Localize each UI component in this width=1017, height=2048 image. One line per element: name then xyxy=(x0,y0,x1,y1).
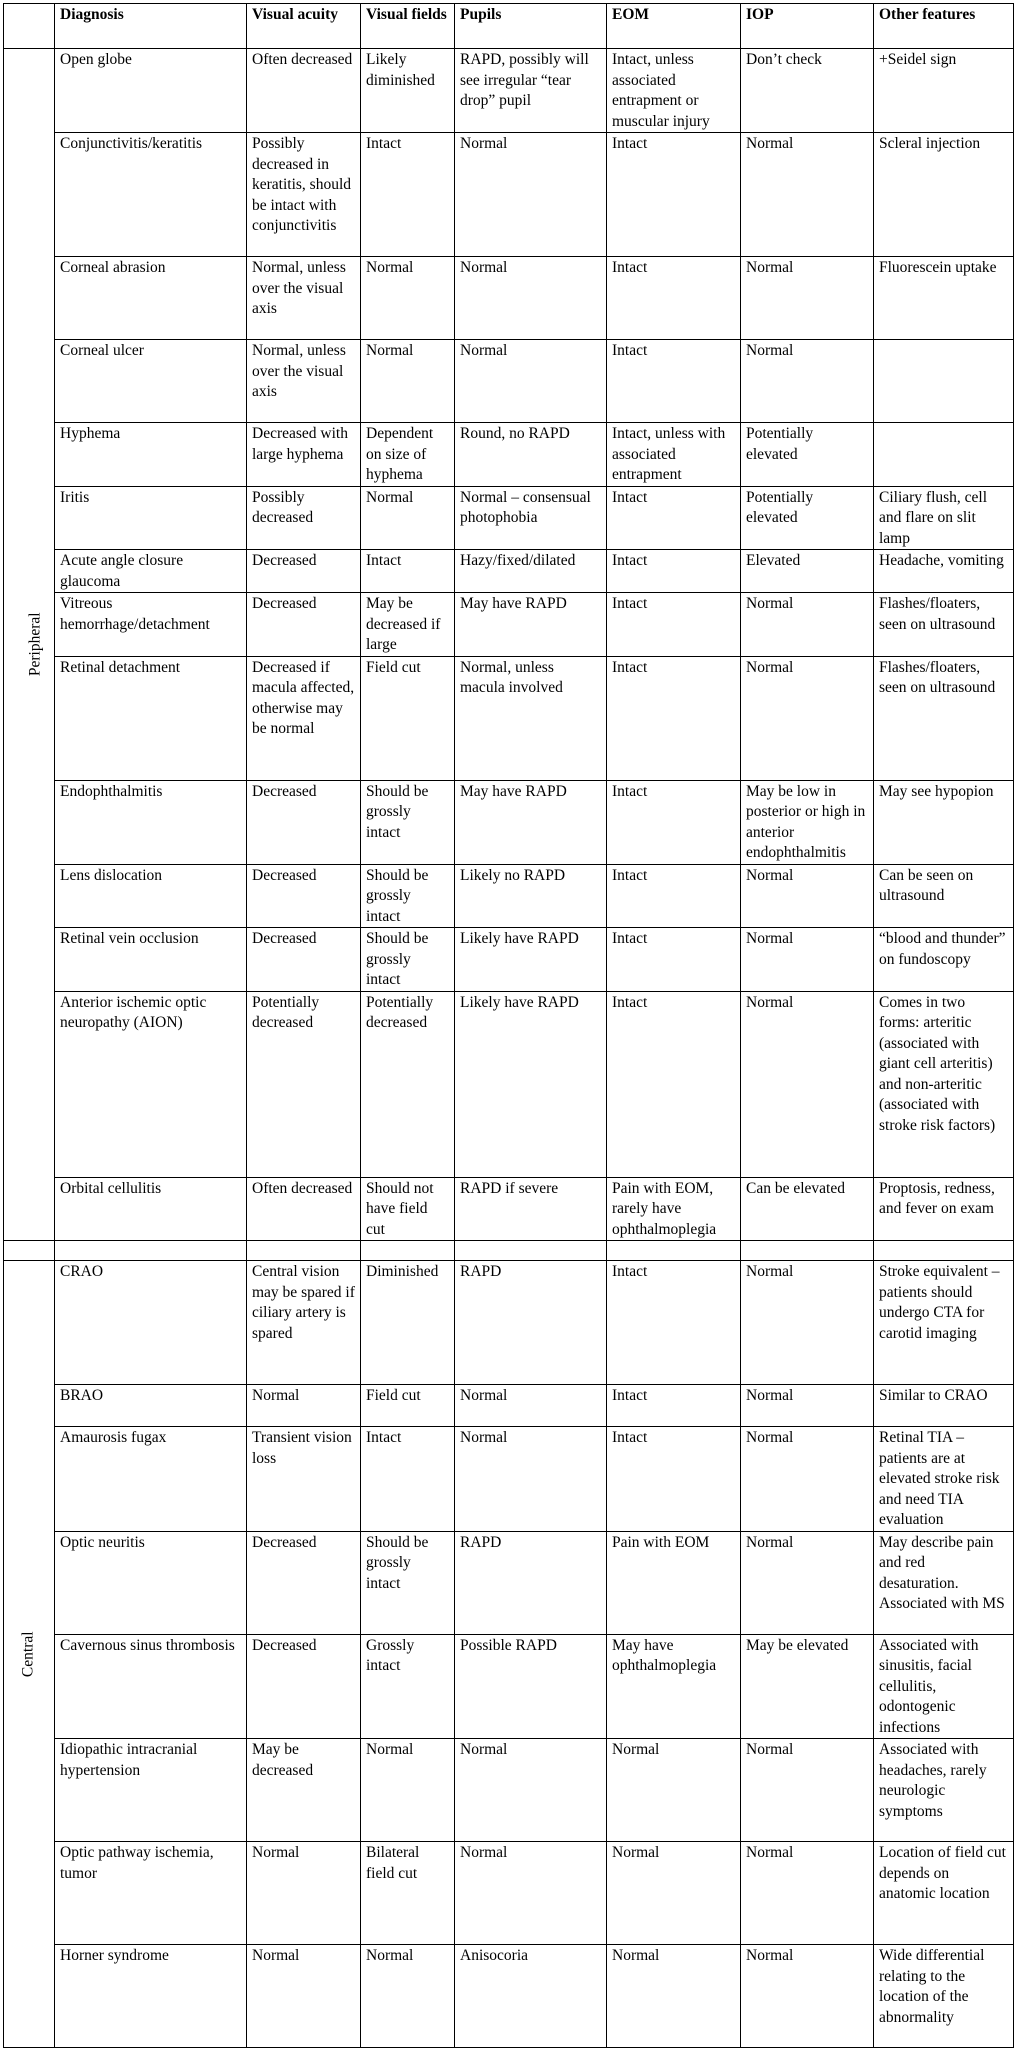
cell-eom: Pain with EOM, rarely have ophthalmoplegia xyxy=(607,1177,741,1241)
cell-pupils: Possible RAPD xyxy=(455,1634,607,1739)
cell-other-features: Associated with sinusitis, facial cellulitis, odontogenic infections xyxy=(874,1634,1014,1739)
cell-diagnosis: Amaurosis fugax xyxy=(55,1427,247,1532)
cell-pupils: Likely have RAPD xyxy=(455,928,607,992)
table-row xyxy=(4,550,1014,593)
cell-diagnosis: Optic neuritis xyxy=(55,1531,247,1634)
cell-iop: May be elevated xyxy=(741,1634,874,1739)
cell-other-features: Stroke equivalent – patients should undergo CTA for carotid imaging xyxy=(874,1261,1014,1385)
cell-iop: Normal xyxy=(741,1385,874,1427)
spacer-cell xyxy=(4,1241,55,1261)
cell-visual-fields: Intact xyxy=(361,1427,455,1532)
table-row xyxy=(4,656,1014,780)
cell-visual-fields: Should be grossly intact xyxy=(361,1531,455,1634)
cell-other-features xyxy=(874,423,1014,487)
cell-visual-acuity: May be decreased xyxy=(247,1739,361,1842)
cell-iop: Normal xyxy=(741,257,874,340)
cell-pupils: Normal xyxy=(455,1739,607,1842)
cell-iop: Normal xyxy=(741,593,874,657)
cell-visual-acuity: Normal xyxy=(247,1385,361,1427)
cell-other-features: Similar to CRAO xyxy=(874,1385,1014,1427)
table-row xyxy=(4,340,1014,423)
cell-iop: Elevated xyxy=(741,550,874,593)
cell-iop: Don’t check xyxy=(741,49,874,133)
cell-iop: Normal xyxy=(741,656,874,780)
cell-other-features: Retinal TIA – patients are at elevated stroke risk and need TIA evaluation xyxy=(874,1427,1014,1532)
cell-eom: May have ophthalmoplegia xyxy=(607,1634,741,1739)
cell-other-features: Flashes/floaters, seen on ultrasound xyxy=(874,593,1014,657)
cell-visual-fields: Normal xyxy=(361,486,455,550)
cell-pupils: May have RAPD xyxy=(455,593,607,657)
spacer-cell xyxy=(607,1241,741,1261)
cell-diagnosis: BRAO xyxy=(55,1385,247,1427)
cell-visual-fields: Likely diminished xyxy=(361,49,455,133)
group-spacer-row xyxy=(4,1241,1014,1261)
cell-visual-fields: May be decreased if large xyxy=(361,593,455,657)
cell-iop: Potentially elevated xyxy=(741,423,874,487)
spacer-cell xyxy=(455,1241,607,1261)
header-visual-fields: Visual fields xyxy=(361,4,455,49)
cell-pupils: Normal xyxy=(455,133,607,257)
table-row xyxy=(4,1261,1014,1385)
cell-diagnosis: Corneal ulcer xyxy=(55,340,247,423)
cell-other-features: Can be seen on ultrasound xyxy=(874,864,1014,928)
cell-pupils: RAPD xyxy=(455,1531,607,1634)
cell-visual-acuity: Transient vision loss xyxy=(247,1427,361,1532)
cell-diagnosis: Retinal detachment xyxy=(55,656,247,780)
cell-other-features: Headache, vomiting xyxy=(874,550,1014,593)
category-cell xyxy=(4,1261,55,2048)
cell-pupils: Normal – consensual photophobia xyxy=(455,486,607,550)
cell-visual-acuity: Possibly decreased xyxy=(247,486,361,550)
table-row xyxy=(4,1634,1014,1739)
ocular-differential-table xyxy=(3,3,1014,2048)
cell-iop: Normal xyxy=(741,133,874,257)
category-cell xyxy=(4,49,55,1241)
cell-diagnosis: CRAO xyxy=(55,1261,247,1385)
cell-pupils: Normal, unless macula involved xyxy=(455,656,607,780)
table-row xyxy=(4,49,1014,133)
cell-other-features: Wide differential relating to the location of the abnormality xyxy=(874,1945,1014,2048)
cell-diagnosis: Lens dislocation xyxy=(55,864,247,928)
cell-eom: Intact, unless associated entrapment or muscular injury xyxy=(607,49,741,133)
cell-eom: Intact xyxy=(607,991,741,1177)
cell-iop: Normal xyxy=(741,1531,874,1634)
cell-iop: Normal xyxy=(741,1945,874,2048)
cell-visual-fields: Diminished xyxy=(361,1261,455,1385)
cell-eom: Intact xyxy=(607,593,741,657)
table-row xyxy=(4,486,1014,550)
table-row xyxy=(4,991,1014,1177)
cell-pupils: Anisocoria xyxy=(455,1945,607,2048)
cell-pupils: Normal xyxy=(455,340,607,423)
cell-eom: Intact xyxy=(607,257,741,340)
cell-iop: Normal xyxy=(741,864,874,928)
cell-visual-acuity: Decreased xyxy=(247,928,361,992)
cell-eom: Intact xyxy=(607,864,741,928)
table-row xyxy=(4,1842,1014,1945)
cell-eom: Intact xyxy=(607,1385,741,1427)
cell-other-features: +Seidel sign xyxy=(874,49,1014,133)
cell-other-features: May describe pain and red desaturation. Associated with MS xyxy=(874,1531,1014,1634)
cell-other-features xyxy=(874,340,1014,423)
cell-other-features: Flashes/floaters, seen on ultrasound xyxy=(874,656,1014,780)
header-other-features: Other features xyxy=(874,4,1014,49)
cell-pupils: Likely have RAPD xyxy=(455,991,607,1177)
cell-iop: Normal xyxy=(741,1739,874,1842)
cell-visual-acuity: Decreased with large hyphema xyxy=(247,423,361,487)
cell-visual-acuity: Potentially decreased xyxy=(247,991,361,1177)
cell-diagnosis: Hyphema xyxy=(55,423,247,487)
cell-visual-acuity: Normal, unless over the visual axis xyxy=(247,340,361,423)
cell-visual-fields: Bilateral field cut xyxy=(361,1842,455,1945)
cell-pupils: RAPD if severe xyxy=(455,1177,607,1241)
cell-eom: Normal xyxy=(607,1739,741,1842)
cell-diagnosis: Anterior ischemic optic neuropathy (AION) xyxy=(55,991,247,1177)
cell-diagnosis: Acute angle closure glaucoma xyxy=(55,550,247,593)
header-iop: IOP xyxy=(741,4,874,49)
cell-iop: Potentially elevated xyxy=(741,486,874,550)
cell-other-features: Fluorescein uptake xyxy=(874,257,1014,340)
cell-other-features: Comes in two forms: arteritic (associated with giant cell arteritis) and non-arteritic (associated with stroke risk factors) xyxy=(874,991,1014,1177)
cell-iop: Can be elevated xyxy=(741,1177,874,1241)
cell-visual-acuity: Decreased if macula affected, otherwise may be normal xyxy=(247,656,361,780)
cell-diagnosis: Open globe xyxy=(55,49,247,133)
table-row xyxy=(4,1427,1014,1532)
spacer-cell xyxy=(741,1241,874,1261)
table-row xyxy=(4,928,1014,992)
cell-other-features: Scleral injection xyxy=(874,133,1014,257)
cell-pupils: Normal xyxy=(455,1427,607,1532)
cell-pupils: Normal xyxy=(455,1842,607,1945)
table-row xyxy=(4,780,1014,864)
header-category-cell xyxy=(4,4,55,49)
cell-visual-acuity: Decreased xyxy=(247,550,361,593)
cell-diagnosis: Iritis xyxy=(55,486,247,550)
cell-eom: Pain with EOM xyxy=(607,1531,741,1634)
cell-iop: Normal xyxy=(741,1842,874,1945)
cell-visual-acuity: Normal xyxy=(247,1842,361,1945)
cell-diagnosis: Endophthalmitis xyxy=(55,780,247,864)
cell-eom: Intact xyxy=(607,1261,741,1385)
cell-pupils: Likely no RAPD xyxy=(455,864,607,928)
cell-eom: Normal xyxy=(607,1945,741,2048)
cell-visual-fields: Grossly intact xyxy=(361,1634,455,1739)
header-row xyxy=(4,4,1014,49)
cell-iop: Normal xyxy=(741,1427,874,1532)
cell-diagnosis: Retinal vein occlusion xyxy=(55,928,247,992)
cell-visual-fields: Should be grossly intact xyxy=(361,780,455,864)
spacer-cell xyxy=(361,1241,455,1261)
table-row xyxy=(4,864,1014,928)
cell-eom: Intact, unless with associated entrapment xyxy=(607,423,741,487)
cell-other-features: Location of field cut depends on anatomic location xyxy=(874,1842,1014,1945)
table-row xyxy=(4,1945,1014,2048)
cell-eom: Normal xyxy=(607,1842,741,1945)
table-row xyxy=(4,1385,1014,1427)
header-diagnosis: Diagnosis xyxy=(55,4,247,49)
cell-other-features: “blood and thunder” on fundoscopy xyxy=(874,928,1014,992)
cell-eom: Intact xyxy=(607,486,741,550)
table-row xyxy=(4,593,1014,657)
cell-visual-acuity: Normal xyxy=(247,1945,361,2048)
cell-pupils: May have RAPD xyxy=(455,780,607,864)
cell-visual-fields: Intact xyxy=(361,550,455,593)
header-visual-acuity: Visual acuity xyxy=(247,4,361,49)
cell-visual-acuity: Decreased xyxy=(247,1531,361,1634)
cell-visual-fields: Should be grossly intact xyxy=(361,928,455,992)
cell-visual-acuity: Normal, unless over the visual axis xyxy=(247,257,361,340)
cell-iop: Normal xyxy=(741,991,874,1177)
header-pupils: Pupils xyxy=(455,4,607,49)
table-row xyxy=(4,1177,1014,1241)
cell-diagnosis: Corneal abrasion xyxy=(55,257,247,340)
cell-visual-acuity: Decreased xyxy=(247,864,361,928)
cell-visual-fields: Should be grossly intact xyxy=(361,864,455,928)
cell-visual-acuity: Possibly decreased in keratitis, should be intact with conjunctivitis xyxy=(247,133,361,257)
cell-eom: Intact xyxy=(607,928,741,992)
cell-visual-acuity: Decreased xyxy=(247,780,361,864)
cell-eom: Intact xyxy=(607,780,741,864)
cell-iop: May be low in posterior or high in anterior endophthalmitis xyxy=(741,780,874,864)
header-eom: EOM xyxy=(607,4,741,49)
cell-visual-acuity: Central vision may be spared if ciliary artery is spared xyxy=(247,1261,361,1385)
cell-iop: Normal xyxy=(741,340,874,423)
cell-visual-fields: Field cut xyxy=(361,1385,455,1427)
cell-eom: Intact xyxy=(607,656,741,780)
cell-other-features: Ciliary flush, cell and flare on slit lamp xyxy=(874,486,1014,550)
table-row xyxy=(4,1739,1014,1842)
spacer-cell xyxy=(874,1241,1014,1261)
cell-iop: Normal xyxy=(741,1261,874,1385)
cell-pupils: Normal xyxy=(455,1385,607,1427)
table-row xyxy=(4,1531,1014,1634)
cell-diagnosis: Vitreous hemorrhage/detachment xyxy=(55,593,247,657)
table-row xyxy=(4,423,1014,487)
cell-visual-fields: Potentially decreased xyxy=(361,991,455,1177)
cell-diagnosis: Idiopathic intracranial hypertension xyxy=(55,1739,247,1842)
table-row xyxy=(4,257,1014,340)
cell-pupils: Hazy/fixed/dilated xyxy=(455,550,607,593)
cell-other-features: Proptosis, redness, and fever on exam xyxy=(874,1177,1014,1241)
cell-visual-fields: Normal xyxy=(361,340,455,423)
cell-visual-fields: Dependent on size of hyphema xyxy=(361,423,455,487)
cell-eom: Intact xyxy=(607,133,741,257)
cell-visual-acuity: Decreased xyxy=(247,593,361,657)
cell-visual-fields: Normal xyxy=(361,1945,455,2048)
cell-pupils: Normal xyxy=(455,257,607,340)
cell-diagnosis: Orbital cellulitis xyxy=(55,1177,247,1241)
spacer-cell xyxy=(55,1241,247,1261)
cell-eom: Intact xyxy=(607,550,741,593)
cell-pupils: RAPD xyxy=(455,1261,607,1385)
cell-other-features: May see hypopion xyxy=(874,780,1014,864)
cell-other-features: Associated with headaches, rarely neurologic symptoms xyxy=(874,1739,1014,1842)
cell-pupils: Round, no RAPD xyxy=(455,423,607,487)
cell-diagnosis: Conjunctivitis/keratitis xyxy=(55,133,247,257)
table-row xyxy=(4,133,1014,257)
cell-visual-acuity: Often decreased xyxy=(247,49,361,133)
cell-visual-acuity: Often decreased xyxy=(247,1177,361,1241)
cell-eom: Intact xyxy=(607,340,741,423)
cell-visual-fields: Normal xyxy=(361,1739,455,1842)
category-label: Peripheral xyxy=(26,612,44,677)
cell-visual-fields: Intact xyxy=(361,133,455,257)
cell-visual-fields: Should not have field cut xyxy=(361,1177,455,1241)
cell-pupils: RAPD, possibly will see irregular “tear drop” pupil xyxy=(455,49,607,133)
cell-diagnosis: Optic pathway ischemia, tumor xyxy=(55,1842,247,1945)
category-label: Central xyxy=(19,1631,37,1677)
spacer-cell xyxy=(247,1241,361,1261)
cell-visual-acuity: Decreased xyxy=(247,1634,361,1739)
cell-visual-fields: Normal xyxy=(361,257,455,340)
cell-eom: Intact xyxy=(607,1427,741,1532)
cell-diagnosis: Cavernous sinus thrombosis xyxy=(55,1634,247,1739)
cell-visual-fields: Field cut xyxy=(361,656,455,780)
cell-iop: Normal xyxy=(741,928,874,992)
cell-diagnosis: Horner syndrome xyxy=(55,1945,247,2048)
